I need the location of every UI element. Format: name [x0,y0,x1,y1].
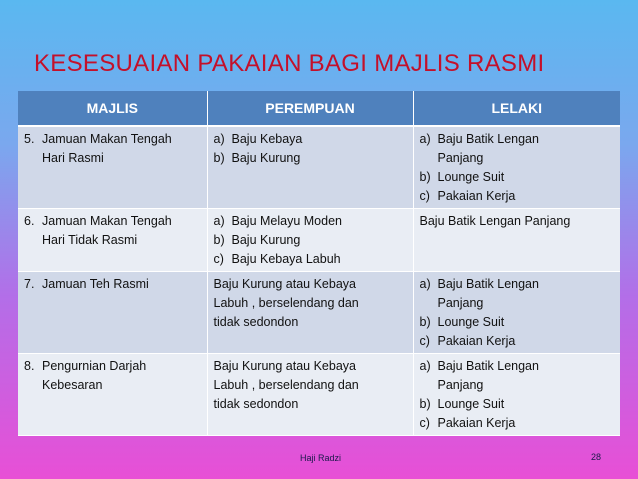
majlis-line: Hari Rasmi [42,151,104,165]
cell-lelaki [413,209,620,272]
cell-perempuan: Baju Kurung atau Kebaya Labuh , berselendang dan tidak sedondon [207,354,413,436]
list-item: b) Lounge Suit [419,397,505,411]
cell-perempuan [207,209,413,272]
majlis-line: Jamuan Teh Rasmi [42,277,149,291]
list-item: b) Baju Kurung [213,233,301,247]
header-perempuan: PEREMPUAN [207,91,413,126]
list-item: b) Lounge Suit [419,315,505,329]
majlis-line: Jamuan Makan Tengah [42,214,172,228]
attire-table [18,91,620,436]
list-item: b) Baju Kurung [213,151,301,165]
table-row [18,126,620,209]
footer-author: Haji Radzi [300,453,342,463]
list-item: c) Baju Kebaya Labuh [213,252,341,266]
list-item: c) Pakaian Kerja [419,416,516,430]
majlis-line: Hari Tidak Rasmi [42,233,138,247]
table-row [18,354,620,436]
table-row [18,272,620,354]
majlis-line: Kebesaran [42,378,103,392]
page-title: KESESUAIAN PAKAIAN BAGI MAJLIS RASMI [34,50,545,77]
list-item: a) Baju Batik Lengan Panjang [419,359,539,392]
cell-perempuan [207,126,413,209]
list-item: b) Lounge Suit [419,170,505,184]
page-number: 28 [591,452,602,462]
list-item: c) Pakaian Kerja [419,189,516,203]
header-lelaki: LELAKI [413,91,620,126]
list-item: a) Baju Melayu Moden [213,214,342,228]
cell-lelaki [413,126,620,209]
table-header-row [18,91,620,126]
cell-majlis: 8. Pengurnian Darjah Kebesaran [18,354,207,436]
cell-majlis: 5. Jamuan Makan Tengah Hari Rasmi [18,126,207,209]
cell-lelaki [413,354,620,436]
majlis-line: Pengurnian Darjah [42,359,147,373]
table-row [18,209,620,272]
majlis-line: Jamuan Makan Tengah [42,132,172,146]
list-item: a) Baju Batik Lengan Panjang [419,132,539,165]
cell-majlis: 7. Jamuan Teh Rasmi [18,272,207,354]
cell-perempuan: Baju Kurung atau Kebaya Labuh , berselendang dan tidak sedondon [207,272,413,354]
list-item: c) Pakaian Kerja [419,334,516,348]
header-majlis: MAJLIS [18,91,207,126]
list-item: a) Baju Kebaya [213,132,303,146]
list-item: a) Baju Batik Lengan Panjang [419,277,539,310]
cell-lelaki [413,272,620,354]
lelaki-text: Baju Batik Lengan Panjang [419,214,571,228]
cell-majlis: 6. Jamuan Makan Tengah Hari Tidak Rasmi [18,209,207,272]
